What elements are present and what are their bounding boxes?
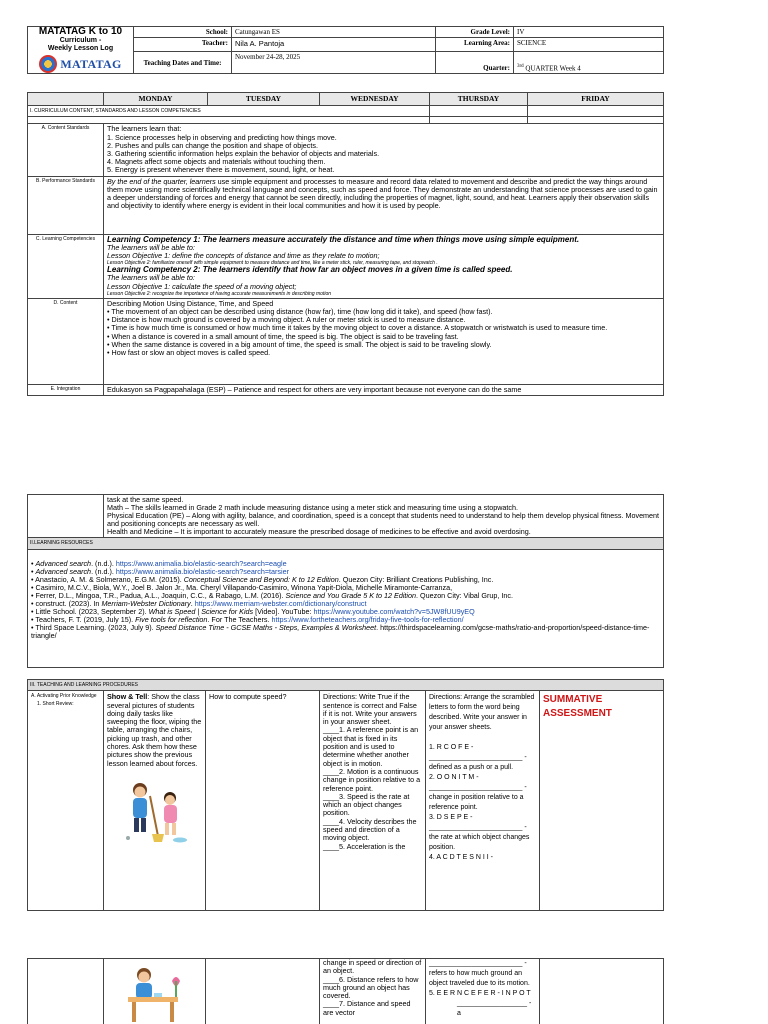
integration-resources-table — [27, 494, 664, 668]
grade-label: Grade Level: — [436, 27, 514, 38]
resource-item: • Advanced search. (n.d.). https://www.animalia.bio/elastic-search?search=tarsier — [31, 566, 290, 576]
resource-item: • Little School. (2023, September 2). What is Speed | Science for Kids [Video]. YouTube: https://www.youtube.com/watch?v=5JW8fUU9yEQ — [31, 607, 475, 617]
resource-link[interactable]: https://www.animalia.bio/elastic-search?search=eagle — [115, 558, 287, 568]
day-wednesday: WEDNESDAY — [320, 93, 430, 106]
content-item: • Distance is how much ground is covered by a moving object. A ruler or meter stick is used to measure distance. — [107, 315, 466, 325]
show-tell-title: Show & Tell — [107, 692, 148, 702]
logo-subtitle-2: Weekly Lesson Log — [47, 45, 114, 52]
integration-label: E. Integration — [28, 384, 104, 395]
procedures-table — [27, 679, 664, 911]
content-item: • How fast or slow an object moves is called speed. — [107, 348, 271, 358]
school-label: School: — [134, 27, 232, 38]
matatag-wordmark: MATATAG — [60, 56, 122, 71]
tuesday-activity: How to compute speed? — [206, 691, 320, 911]
content-standards-label: A. Content Standards — [28, 124, 104, 176]
children-chores-image — [120, 776, 190, 846]
quarter-label: Quarter: — [436, 52, 514, 74]
performance-lead: By the end of the quarter, learners — [107, 176, 216, 186]
resource-item: • Advanced search. (n.d.). https://www.animalia.bio/elastic-search?search=eagle — [31, 558, 287, 568]
competencies-label: C. Learning Competencies — [28, 234, 104, 298]
section-curriculum-title: I. CURRICULUM CONTENT, STANDARDS AND LESSON COMPETENCIES — [28, 106, 430, 117]
day-thursday: THURSDAY — [430, 93, 528, 106]
objective-1a: Lesson Objective 1: define the concepts of distance and time as they relate to motion; — [107, 251, 380, 261]
content-item: • When the same distance is covered in a big amount of time, the speed is small. The object is said to be traveling slowly. — [107, 339, 492, 349]
wiping-table-illustration — [120, 963, 190, 1024]
competencies-table — [27, 92, 664, 396]
competency-1: Learning Competency 1: The learners measure accurately the distance and time when things move using simple equipment. — [107, 234, 580, 244]
dates-label: Teaching Dates and Time: — [134, 52, 232, 74]
area-label: Learning Area: — [436, 38, 514, 52]
able-to-1: The learners will be able to: — [107, 242, 195, 252]
resource-item: • Ferrer, D.L., Mingoa, T.R., Padua, A.L., Joaquin, C.C., & Rabago, L.M. (2016). Science and You Grade 5 K to 12 Edition. Quezon City: Vibal Grup, Inc. — [31, 590, 513, 600]
able-to-2: The learners will be able to: — [107, 273, 195, 283]
resources-title: II.LEARNING RESOURCES — [28, 538, 664, 549]
summative-assessment: SUMMATIVE ASSESSMENT — [543, 694, 612, 720]
thursday-activity: Directions: Arrange the scrambled letters to form the word being described. Write your answer in your answer sheets. 1. R C O F E - ________________________ - defined as a push or a pull. 2. O O N I T M - ________________________ - change in position relative to a reference point. 3. D S E P E - ________________________ - the rate at which object changes position. 4. A C D T E S N I I - — [426, 691, 540, 911]
integration-line: Edukasyon sa Pagpapahalaga (ESP) – Patience and respect for others are very important because not everyone can do the same — [104, 384, 664, 395]
resource-link[interactable]: https://www.animalia.bio/elastic-search?search=tarsier — [115, 566, 290, 576]
integration-cont: task at the same speed. — [107, 495, 184, 504]
standard-item: 3. Gathering scientific information helps explain the behavior of objects and materials. — [107, 149, 380, 159]
content-label: D. Content — [28, 298, 104, 384]
procedures-continued-table — [27, 958, 664, 1024]
wiping-table-cell — [104, 959, 206, 1024]
resources-list — [28, 549, 664, 667]
teacher-value: Nila A. Pantoja — [232, 38, 436, 52]
thursday-continued: ________________________ - refers to how much ground an object traveled due to its motion. 5. E E R N C E F E R - I N P O T __________________ - a — [426, 959, 540, 1024]
content-title: Describing Motion Using Distance, Time, and Speed — [107, 298, 274, 308]
content-body — [104, 298, 664, 384]
learning-competencies — [104, 234, 664, 298]
performance-standards — [104, 176, 664, 234]
integration-health: Health and Medicine – It is important to accurately measure the prescribed dosage of medicines to be effective and avoid overdosing. — [107, 527, 531, 537]
objective-2a: Lesson Objective 1: calculate the speed of a moving object; — [107, 281, 297, 291]
day-tuesday: TUESDAY — [208, 93, 320, 106]
logo-title: MATATAG K to 10 — [38, 26, 123, 37]
performance-standards-label: B. Performance Standards — [28, 176, 104, 234]
objective-1b: Lesson Objective 2: familiarize oneself with simple equipment to measure distance and time, like a meter stick, ruler, measuring tape, and stopwatch . — [107, 260, 438, 267]
weekday-header-row — [28, 93, 664, 106]
procedures-title: III. TEACHING AND LEARNING PROCEDURES — [28, 680, 664, 691]
matatag-logo — [28, 27, 134, 74]
quarter-ordinal: 3rd — [517, 63, 524, 69]
day-friday: FRIDAY — [528, 93, 664, 106]
performance-text: use simple equipment and processes to measure and record data related to movement and describe and predict the way things around them move using more scientifically technical language and concepts, such as speed and force. They demonstrate an understanding that science processes are used to gain a deeper understanding of forces and energy that cannot be seen directly, including the properties of magnet, light, sound, and heat. Learners apply their observation skills and objectivity to identify where energy is evident in their local communities and how it is used by people. — [107, 176, 658, 211]
logo-subtitle: Curriculum - — [59, 37, 102, 44]
objective-2b: Lesson Objective 2: recognize the importance of having accurate measurements in describing motion — [107, 290, 332, 297]
resource-item: • Anastacio, A. M. & Solmerano, E.G.M. (2015). Conceptual Science and Beyond: K to 12 Edition. Quezon City: Brilliant Creations Publishing, Inc. — [31, 574, 494, 584]
standard-item: 4. Magnets affect some objects and materials without touching them. — [107, 157, 326, 167]
resource-link[interactable]: https://www.fortheteachers.org/friday-five-tools-for-reflection/ — [271, 615, 464, 625]
standard-item: 1. Science processes help in observing and predicting how things move. — [107, 132, 337, 142]
content-item: • Time is how much time is consumed or how much time it takes by the moving object to cover a distance. A stopwatch or wristwatch is used to measure time. — [107, 323, 608, 333]
dates-value: November 24-28, 2025 — [232, 52, 436, 74]
wednesday-continued: change in speed or direction of an object. ____6. Distance refers to how much ground an object has covered. ____7. Distance and speed are vector — [320, 959, 426, 1024]
resource-item: • Casimiro, M.C.V., Biola, W.Y., Joel B. Jalon Jr., Ma. Cheryl Villapando-Casimiro, Winona Yapit-Diola, Michelle Miramonte-Carranza, — [31, 582, 453, 592]
standard-item: 2. Pushes and pulls can change the position and shape of objects. — [107, 140, 318, 150]
teacher-label: Teacher: — [134, 38, 232, 52]
wednesday-activity: Directions: Write True if the sentence is correct and False if it is not. Write your answers in your answer sheet. ____1. A reference point is an object that is fixed in its position and is used to determine whether another object is in motion. ____2. Motion is a continuous change in position relative to a reference point. ____3. Speed is the rate at which an object changes position. ____4. Velocity describes the speed and direction of a moving object. ____5. Acceleration is the — [320, 691, 426, 911]
content-standards-intro: The learners learn that: — [107, 124, 182, 134]
integration-math: Math – The skills learned in Grade 2 math include measuring distance using a meter stick and measuring time using a stopwatch. — [107, 503, 518, 513]
quarter-text: QUARTER Week 4 — [525, 64, 581, 72]
resource-item: • Third Space Learning. (2023, July 9). Speed Distance Time - GCSE Maths - Steps, Examples & Worksheet. https://thirdspacelearning.com/gcse-maths/ratio-and-proportion/speed-distance-time-triangle/ — [31, 623, 650, 641]
activating-label: A. Activating Prior Knowledge 1. Short Review: — [28, 691, 104, 911]
standard-item: 5. Energy is present whenever there is movement, sound, light, or heat. — [107, 165, 335, 175]
resource-item: • construct. (2023). In Merriam-Webster Dictionary. https://www.merriam-webster.com/dictionary/construct — [31, 599, 367, 609]
content-standards — [104, 124, 664, 176]
monday-activity: Show & Tell: Show the class several pictures of students doing daily tasks like sweeping the floor, wiping the table, arranging the chairs, picking up trash, and other chores. Ask them how these pictures show the previous lesson learned about forces. — [104, 691, 206, 911]
quarter-value — [514, 52, 664, 74]
school-value: Catungawan ES — [232, 27, 436, 38]
day-monday: MONDAY — [104, 93, 208, 106]
resource-item: • Teachers, F. T. (2019, July 15). Five tools for reflection. For The Teachers. https://www.fortheteachers.org/friday-five-tools-for-reflection/ — [31, 615, 464, 625]
integration-pe: Physical Education (PE) – Along with agility, balance, and coordination, speed is a concept that students need to understand to help them develop physical fitness. Movement and positioning concepts are necessary as well. — [107, 511, 660, 529]
area-value: SCIENCE — [514, 38, 664, 52]
child-wiping-table-image — [120, 963, 190, 1024]
friday-activity — [540, 691, 664, 911]
header-table — [27, 26, 664, 74]
grade-value: IV — [514, 27, 664, 38]
sweeping-children-illustration — [120, 776, 190, 846]
resource-link[interactable]: https://www.youtube.com/watch?v=5JW8fUU9yEQ — [313, 607, 475, 617]
competency-2: Learning Competency 2: The learners identify that how far an object moves in a given time is called speed. — [107, 265, 513, 275]
integration-continued — [104, 495, 664, 538]
deped-seal-icon — [39, 55, 57, 73]
resource-link[interactable]: https://www.merriam-webster.com/dictionary/construct — [194, 599, 367, 609]
content-item: • The movement of an object can be described using distance (how far), time (how long did it take), and speed (how fast). — [107, 307, 493, 317]
content-item: • When a distance is covered in a small amount of time, the speed is big. The object is said to be traveling fast. — [107, 331, 459, 341]
